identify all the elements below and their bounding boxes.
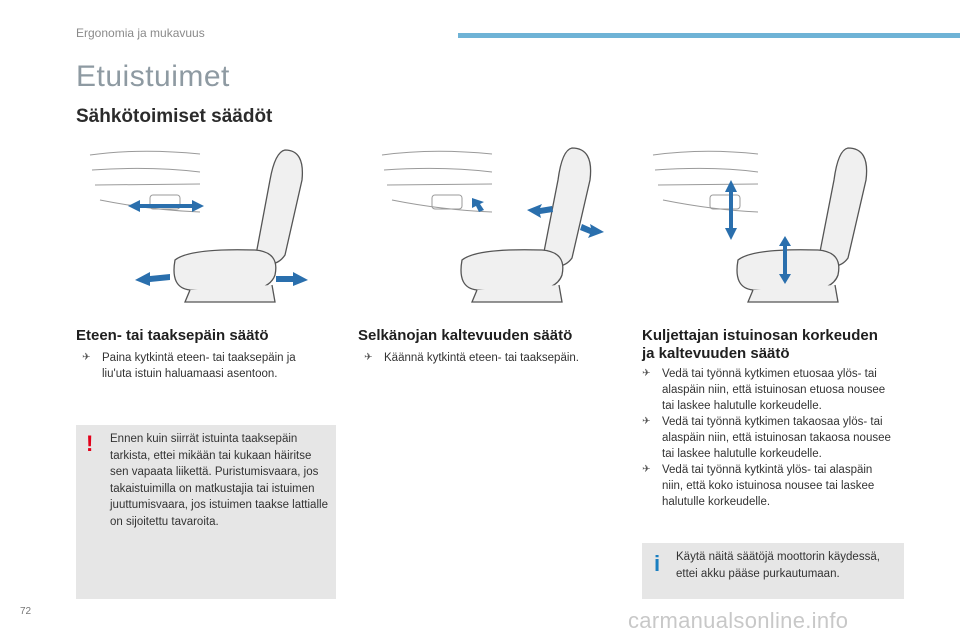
watermark: carmanualsonline.info: [628, 608, 849, 633]
heading-fore-aft: Eteen- tai taaksepäin säätö: [76, 327, 269, 344]
warning-exclamation-icon: !: [86, 431, 94, 456]
page-number: 72: [20, 606, 32, 617]
bullet-marker-icon: ✈: [364, 352, 373, 363]
warning-note: [76, 425, 336, 599]
seat-fore-aft-illustration: [80, 140, 320, 305]
heading-seat-height: Kuljettajan istuinosan korkeuden ja kaltevuuden säätö: [642, 327, 878, 362]
bullet-marker-icon: ✈: [82, 352, 91, 363]
page-subtitle: Sähkötoimiset säädöt: [76, 106, 273, 127]
warning-note-text: Ennen kuin siirrät istuinta taaksepäin tarkista, ettei mikään tai kukaan häiritse sen vapaata liikettä. Puristumisvaara, jos takaistuimilla on matkustajia tai istuimen juuttumisvaara, jos istuimen taakse lattialle on sijoitettu tavaroita.: [110, 433, 328, 528]
list-item: ✈ Paina kytkintä eteen- tai taaksepäin ja liu'uta istuin haluamaasi asentoon.: [82, 352, 296, 380]
bullet-marker-icon: ✈: [642, 416, 651, 427]
section-header: Ergonomia ja mukavuus: [76, 26, 205, 40]
fore-aft-instructions: [82, 350, 322, 382]
header-accent-bar: [458, 33, 960, 38]
list-item: ✈ Vedä tai työnnä kytkimen takaosaa ylös- tai alaspäin niin, että istuinosan takaosa nousee tai laskee halutulle korkeudelle.: [642, 416, 891, 460]
info-note-text: Käytä näitä säätöjä moottorin käydessä, ettei akku pääse purkautumaan.: [676, 551, 880, 580]
list-item: ✈ Vedä tai työnnä kytkintä ylös- tai alaspäin niin, että koko istuinosa nousee tai laskee halutulle korkeudelle.: [642, 464, 875, 508]
seat-height-illustration: [648, 140, 888, 305]
bullet-marker-icon: ✈: [642, 464, 651, 475]
bullet-marker-icon: ✈: [642, 368, 651, 379]
seat-height-instructions: [642, 366, 892, 510]
backrest-recline-illustration: [372, 140, 612, 305]
info-note: [642, 543, 904, 599]
list-item: ✈ Vedä tai työnnä kytkimen etuosaa ylös- tai alaspäin niin, että istuinosan etuosa nousee tai laskee halutulle korkeudelle.: [642, 368, 886, 412]
backrest-instructions: [364, 350, 624, 366]
list-item: ✈ Käännä kytkintä eteen- tai taaksepäin.: [364, 352, 579, 364]
info-icon: i: [654, 551, 661, 576]
heading-backrest: Selkänojan kaltevuuden säätö: [358, 327, 573, 344]
page-title: Etuistuimet: [76, 60, 230, 93]
